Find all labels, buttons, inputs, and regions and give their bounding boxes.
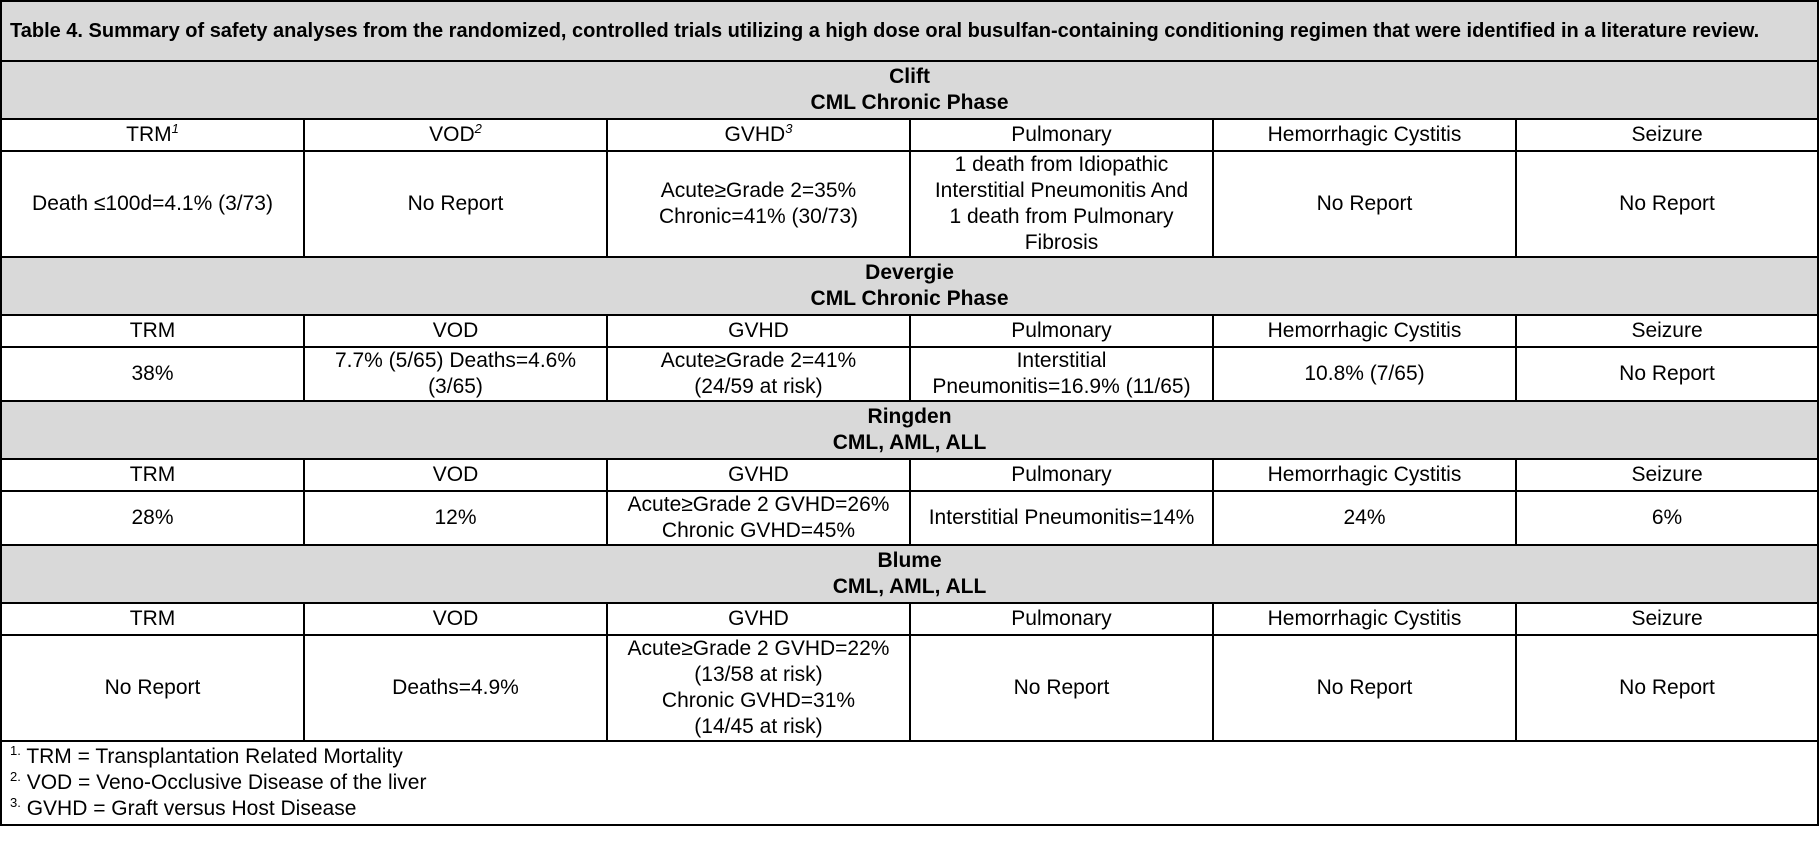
study-population: CML, AML, ALL [832, 431, 987, 454]
values-row [1, 491, 1818, 545]
study-name: Clift [889, 65, 930, 88]
value-line: No Report [1619, 362, 1715, 385]
value-line: Acute≥Grade 2 GVHD=22% [627, 637, 890, 660]
table-title [1, 1, 1818, 61]
footnote-ref: 2 [474, 121, 482, 136]
study-header-cell [1, 61, 1818, 119]
value-line: No Report [407, 192, 504, 215]
value-cell [910, 151, 1213, 257]
footnote-mark: 3. [10, 795, 21, 810]
footnote-text: VOD = Veno-Occlusive Disease of the liver [26, 771, 427, 794]
footnote [10, 744, 1809, 770]
column-header-cell [1516, 315, 1818, 347]
study-population: CML, AML, ALL [832, 575, 987, 598]
value-line: Interstitial Pneumonitis And [934, 179, 1189, 202]
column-header-label: Pulmonary [1011, 607, 1112, 630]
value-line: Deaths=4.9% [392, 676, 519, 699]
footnote-mark: 2. [10, 769, 21, 784]
column-header-cell [910, 459, 1213, 491]
column-header-label: Seizure [1631, 319, 1703, 342]
value-cell [607, 347, 910, 401]
column-header-label: Seizure [1631, 123, 1703, 146]
value-cell [1516, 347, 1818, 401]
value-line: Acute≥Grade 2=41% [660, 349, 857, 372]
table-title-text: Table 4. Summary of safety analyses from the randomized, controlled trials utilizing a high dose oral busulfan-containing conditioning regimen that were identified in a literature review. [10, 19, 1760, 42]
study-header-row [1, 257, 1818, 315]
study-header-row [1, 61, 1818, 119]
value-cell [910, 491, 1213, 545]
column-header-label: Seizure [1631, 607, 1703, 630]
column-header-label: Hemorrhagic Cystitis [1267, 123, 1462, 146]
column-header-cell [304, 315, 607, 347]
footnote-mark: 1. [10, 743, 21, 758]
value-cell [1516, 635, 1818, 741]
column-header-label: TRM [126, 123, 172, 146]
value-line: 1 death from Pulmonary [949, 205, 1174, 228]
value-cell [1516, 151, 1818, 257]
value-line: Fibrosis [1024, 231, 1099, 254]
value-line: 1 death from Idiopathic [954, 153, 1169, 176]
values-row [1, 151, 1818, 257]
study-population: CML Chronic Phase [810, 91, 1009, 114]
value-cell [1213, 491, 1516, 545]
study-header-row [1, 545, 1818, 603]
study-header-cell [1, 257, 1818, 315]
column-header-label: Hemorrhagic Cystitis [1267, 607, 1462, 630]
footnote [10, 770, 1809, 796]
column-header-label: GVHD [728, 319, 789, 342]
value-line: Acute≥Grade 2 GVHD=26% [627, 493, 890, 516]
value-line: Death ≤100d=4.1% (3/73) [32, 192, 273, 215]
value-line: (14/45 at risk) [694, 715, 823, 738]
value-line: Interstitial Pneumonitis=14% [928, 506, 1195, 529]
footnote [10, 796, 1809, 822]
value-cell [304, 491, 607, 545]
value-cell [1, 635, 304, 741]
footnotes-row [1, 741, 1818, 825]
study-header-cell [1, 545, 1818, 603]
value-cell [1213, 635, 1516, 741]
column-header-label: TRM [129, 463, 176, 486]
footnotes-cell [1, 741, 1818, 825]
column-header-label: GVHD [728, 607, 789, 630]
column-header-cell [607, 603, 910, 635]
column-header-cell [607, 119, 910, 151]
value-line: No Report [1316, 676, 1413, 699]
value-line: No Report [1316, 192, 1413, 215]
study-header-row [1, 401, 1818, 459]
column-header-label: TRM [129, 607, 176, 630]
study-population: CML Chronic Phase [810, 287, 1009, 310]
column-header-label: Pulmonary [1011, 123, 1112, 146]
value-line: (13/58 at risk) [694, 663, 823, 686]
value-cell [607, 151, 910, 257]
column-header-label: VOD [432, 319, 479, 342]
value-cell [1213, 151, 1516, 257]
column-header-label: VOD [429, 123, 475, 146]
column-header-label: Hemorrhagic Cystitis [1267, 319, 1462, 342]
value-line: 28% [131, 506, 174, 529]
column-header-cell [607, 315, 910, 347]
column-header-row [1, 459, 1818, 491]
value-cell [1, 347, 304, 401]
column-header-cell [910, 603, 1213, 635]
column-header-cell [910, 119, 1213, 151]
value-line: 12% [434, 506, 477, 529]
column-header-label: Hemorrhagic Cystitis [1267, 463, 1462, 486]
column-header-label: VOD [432, 607, 479, 630]
value-line: Chronic GVHD=45% [661, 519, 856, 542]
value-line: 7.7% (5/65) Deaths=4.6% [334, 349, 577, 372]
value-line: 24% [1343, 506, 1386, 529]
value-cell [304, 635, 607, 741]
column-header-row [1, 603, 1818, 635]
column-header-label: TRM [129, 319, 176, 342]
study-header-cell [1, 401, 1818, 459]
column-header-cell [1516, 603, 1818, 635]
column-header-cell [304, 603, 607, 635]
column-header-cell [1213, 315, 1516, 347]
footnote-text: GVHD = Graft versus Host Disease [26, 797, 357, 820]
value-line: 10.8% (7/65) [1304, 362, 1425, 385]
value-cell [1, 491, 304, 545]
value-cell [910, 635, 1213, 741]
study-name: Blume [877, 549, 942, 572]
column-header-label: GVHD [728, 463, 789, 486]
column-header-label: GVHD [724, 123, 786, 146]
value-line: 6% [1651, 506, 1683, 529]
column-header-cell [1, 315, 304, 347]
footnote-ref: 3 [785, 121, 793, 136]
value-line: Chronic GVHD=31% [661, 689, 856, 712]
value-cell [304, 151, 607, 257]
column-header-cell [1213, 603, 1516, 635]
value-line: No Report [1619, 192, 1715, 215]
value-cell [607, 491, 910, 545]
value-cell [607, 635, 910, 741]
column-header-cell [607, 459, 910, 491]
column-header-label: VOD [432, 463, 479, 486]
column-header-label: Pulmonary [1011, 319, 1112, 342]
value-cell [1516, 491, 1818, 545]
column-header-cell [1213, 119, 1516, 151]
column-header-cell [1, 603, 304, 635]
value-cell [910, 347, 1213, 401]
column-header-cell [304, 459, 607, 491]
value-line: (3/65) [428, 375, 483, 398]
column-header-label: Pulmonary [1011, 463, 1112, 486]
value-line: Acute≥Grade 2=35% [660, 179, 857, 202]
value-cell [1, 151, 304, 257]
value-cell [1213, 347, 1516, 401]
value-line: Interstitial [1016, 349, 1107, 372]
value-cell [304, 347, 607, 401]
column-header-cell [304, 119, 607, 151]
footnote-ref: 1 [171, 121, 179, 136]
values-row [1, 347, 1818, 401]
values-row [1, 635, 1818, 741]
column-header-cell [910, 315, 1213, 347]
study-name: Ringden [867, 405, 952, 428]
column-header-cell [1516, 119, 1818, 151]
value-line: (24/59 at risk) [694, 375, 823, 398]
column-header-cell [1, 459, 304, 491]
value-line: No Report [1619, 676, 1715, 699]
value-line: Pneumonitis=16.9% (11/65) [932, 375, 1191, 398]
column-header-label: Seizure [1631, 463, 1703, 486]
footnote-text: TRM = Transplantation Related Mortality [26, 745, 403, 768]
column-header-cell [1, 119, 304, 151]
study-name: Devergie [865, 261, 954, 284]
column-header-cell [1516, 459, 1818, 491]
value-line: No Report [1013, 676, 1110, 699]
value-line: No Report [104, 676, 201, 699]
column-header-row [1, 119, 1818, 151]
column-header-row [1, 315, 1818, 347]
column-header-cell [1213, 459, 1516, 491]
value-line: 38% [131, 362, 174, 385]
value-line: Chronic=41% (30/73) [658, 205, 859, 228]
